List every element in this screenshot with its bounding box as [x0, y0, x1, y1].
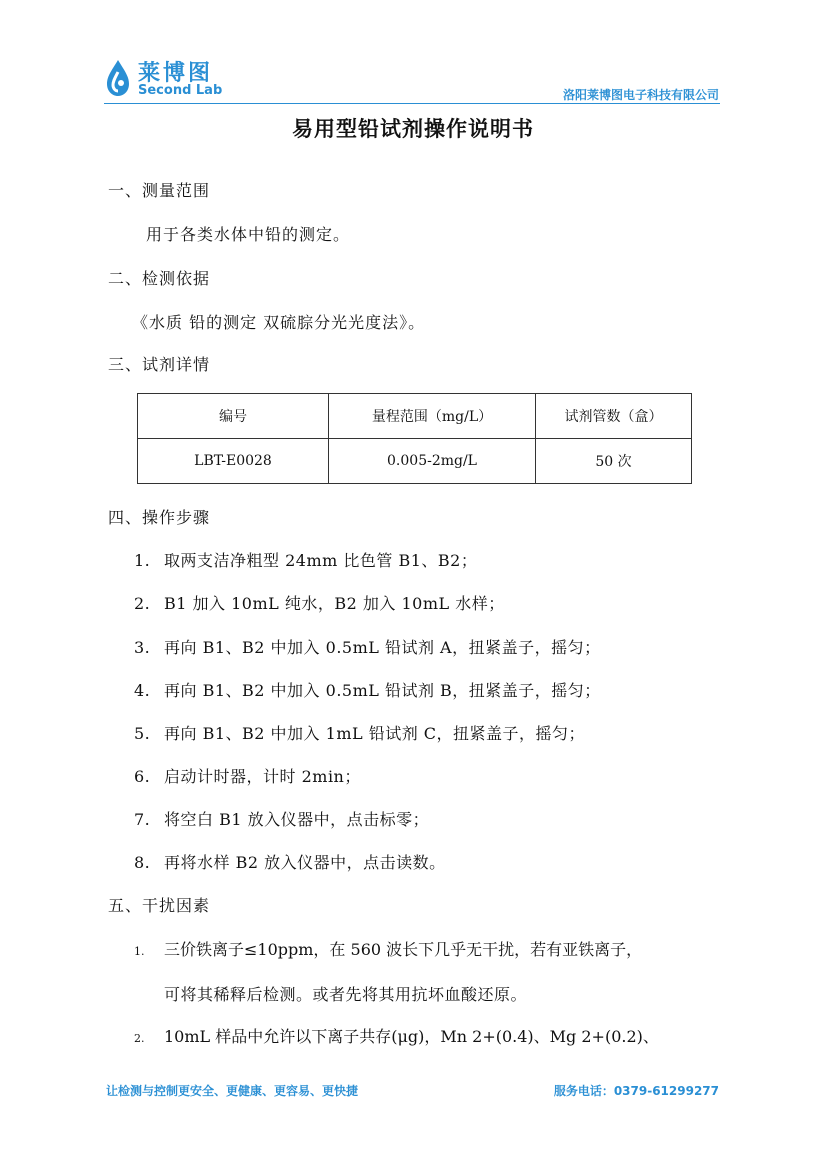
table-header-row [138, 394, 692, 439]
step-text: 再向 B1、B2 中加入 1mL 铅试剂 C，扭紧盖子，摇匀； [164, 724, 586, 743]
step-text: 将空白 B1 放入仪器中，点击标零； [164, 810, 430, 829]
step-item [134, 764, 361, 787]
section-heading-basis: 二、检测依据 [108, 269, 211, 288]
step-text: 再向 B1、B2 中加入 0.5mL 铅试剂 B，扭紧盖子，摇匀； [164, 681, 601, 700]
step-item [134, 678, 601, 701]
step-number: 3. [134, 638, 151, 657]
step-item [134, 591, 505, 614]
header-divider [104, 103, 720, 104]
logo-chinese-name: 莱博图 [138, 61, 214, 86]
interference-item [134, 1024, 659, 1047]
interference-number: 1. [134, 945, 145, 958]
step-number: 5. [134, 724, 151, 743]
logo-english-name: Second Lab [138, 83, 223, 98]
table-header-cell: 量程范围（mg/L） [329, 394, 536, 439]
step-number: 8. [134, 853, 151, 872]
step-number: 6. [134, 767, 151, 786]
range-text: 用于各类水体中铅的测定。 [146, 225, 351, 244]
footer-phone: 服务电话：0379-61299277 [553, 1084, 719, 1098]
interference-item [134, 937, 642, 960]
step-number: 4. [134, 681, 151, 700]
step-number: 7. [134, 810, 151, 829]
step-text: 再向 B1、B2 中加入 0.5mL 铅试剂 A，扭紧盖子，摇匀； [164, 638, 601, 657]
step-text: B1 加入 10mL 纯水，B2 加入 10mL 水样； [164, 594, 505, 613]
step-text: 启动计时器，计时 2min； [164, 767, 361, 786]
interference-text: 10mL 样品中允许以下离子共存(μg)，Mn 2+(0.4)、Mg 2+(0.2)、 [164, 1027, 659, 1046]
footer-slogan: 让检测与控制更安全、更健康、更容易、更快捷 [106, 1084, 359, 1098]
step-number: 2. [134, 594, 151, 613]
step-text: 再将水样 B2 放入仪器中，点击读数。 [164, 853, 446, 872]
interference-text: 三价铁离子≤10ppm，在 560 波长下几乎无干扰，若有亚铁离子， [164, 940, 643, 959]
interference-number: 2. [134, 1032, 145, 1045]
document-title: 易用型铅试剂操作说明书 [292, 116, 534, 141]
table-cell: 50 次 [536, 439, 692, 484]
step-item [134, 807, 429, 830]
section-heading-range: 一、测量范围 [108, 181, 211, 200]
table-cell: 0.005-2mg/L [329, 439, 536, 484]
company-name: 洛阳莱博图电子科技有限公司 [562, 88, 719, 102]
step-number: 1. [134, 551, 151, 570]
section-heading-steps: 四、操作步骤 [108, 508, 211, 527]
table-header-cell: 试剂管数（盒） [536, 394, 692, 439]
step-item [134, 548, 477, 571]
step-item [134, 721, 585, 744]
basis-text: 《水质 铅的测定 双硫腙分光光度法》。 [132, 313, 426, 332]
step-item [134, 850, 446, 873]
table-header-cell: 编号 [138, 394, 329, 439]
step-item [134, 635, 601, 658]
table-row [138, 439, 692, 484]
section-heading-interference: 五、干扰因素 [108, 896, 211, 915]
water-drop-logo-icon [104, 58, 132, 98]
reagent-table [137, 393, 692, 484]
company-logo [104, 56, 234, 102]
step-text: 取两支洁净粗型 24mm 比色管 B1、B2； [164, 551, 478, 570]
interference-text-continued: 可将其稀释后检测。或者先将其用抗坏血酸还原。 [164, 985, 528, 1004]
table-cell: LBT-E0028 [138, 439, 329, 484]
section-heading-reagent: 三、试剂详情 [108, 355, 211, 374]
